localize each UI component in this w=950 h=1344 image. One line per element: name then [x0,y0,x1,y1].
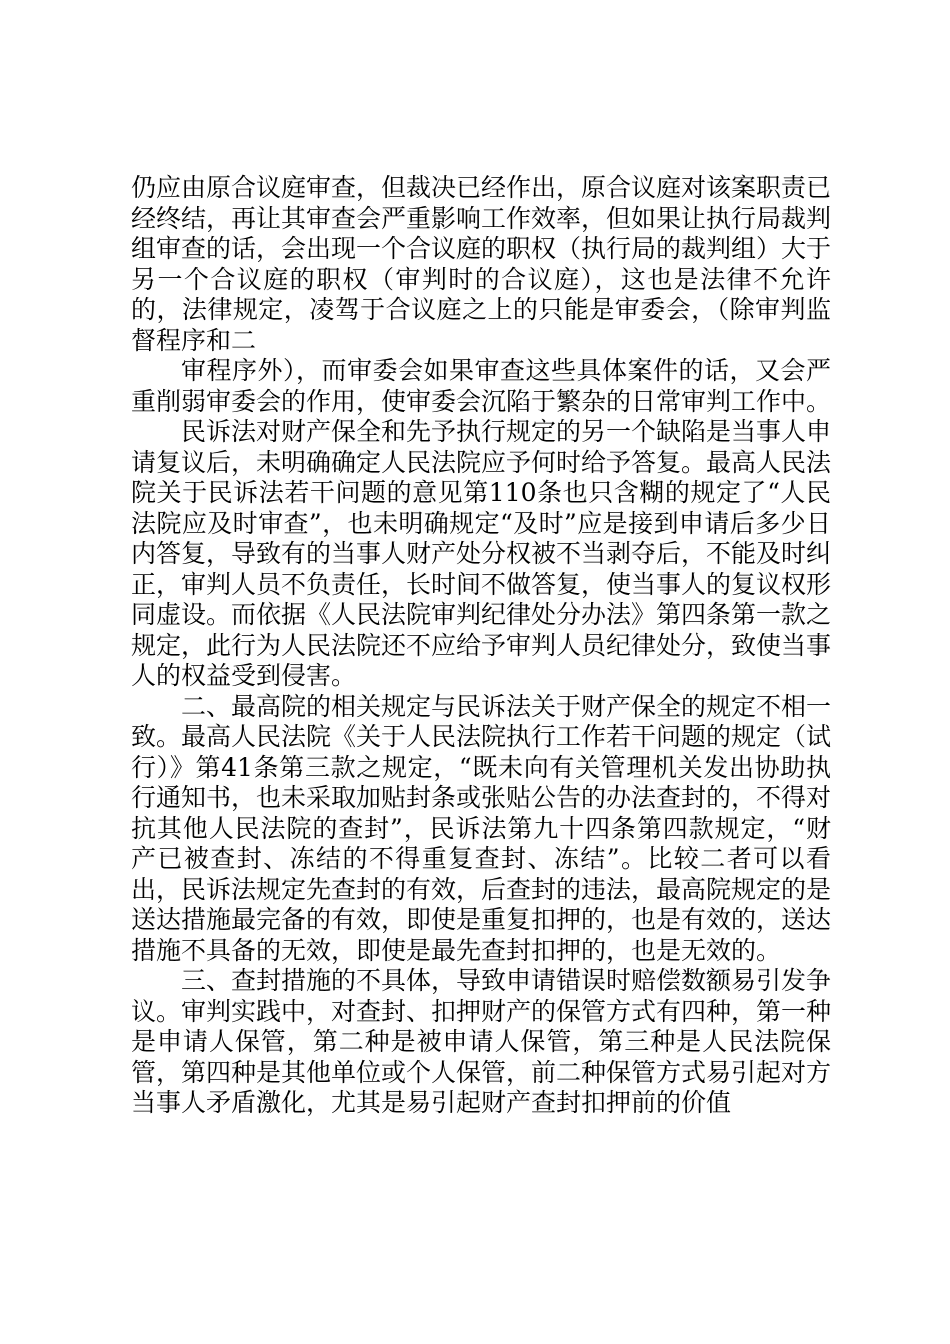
document-body [131,173,831,1119]
paragraph-continuation-2: 审程序外），而审委会如果审查这些具体案件的话，又会严重削弱审委会的作用，使审委会沉陷于繁杂的日常审判工作中。 [131,356,832,416]
paragraph-section-two: 二、最高院的相关规定与民诉法关于财产保全的规定不相一致。最高人民法院《关于人民法院执行工作若干问题的规定（试行）》第41条第三款之规定，“既未向有关管理机关发出协助执行通知书，也未采取加贴封条或张贴公告的办法查封的，不得对抗其他人民法院的查封”，民诉法第九十四条第四款规定，“财产已被查封、冻结的不得重复查封、冻结”。比较二者可以看出，民诉法规定先查封的有效，后查封的违法，最高院规定的是送达措施最完备的有效，即使是重复扣押的，也是有效的，送达措施不具备的无效，即使是最先查封扣押的，也是无效的。 [131,691,832,965]
paragraph-reconsideration-defect: 民诉法对财产保全和先予执行规定的另一个缺陷是当事人申请复议后，未明确确定人民法院应予何时给予答复。最高人民法院关于民诉法若干问题的意见第110条也只含糊的规定了“人民法院应及时审查”，也未明确规定“及时”应是接到申请后多少日内答复，导致有的当事人财产处分权被不当剥夺后，不能及时纠正，审判人员不负责任，长时间不做答复，使当事人的复议权形同虚设。而依据《人民法院审判纪律处分办法》第四条第一款之规定，此行为人民法院还不应给予审判人员纪律处分，致使当事人的权益受到侵害。 [131,417,832,690]
paragraph-continuation: 仍应由原合议庭审查，但裁决已经作出，原合议庭对该案职责已经终结，再让其审查会严重影响工作效率，但如果让执行局裁判组审查的话，会出现一个合议庭的职权（执行局的裁判组）大于另一个合议庭的职权（审判时的合议庭），这也是法律不允许的，法律规定，凌驾于合议庭之上的只能是审委会，（除审判监督程序和二 [131,173,832,355]
paragraph-section-three: 三、查封措施的不具体，导致申请错误时赔偿数额易引发争议。审判实践中，对查封、扣押财产的保管方式有四种，第一种是申请人保管，第二种是被申请人保管，第三种是人民法院保管，第四种是其他单位或个人保管，前二种保管方式易引起对方当事人矛盾激化，尤其是易引起财产查封扣押前的价值 [131,966,832,1117]
